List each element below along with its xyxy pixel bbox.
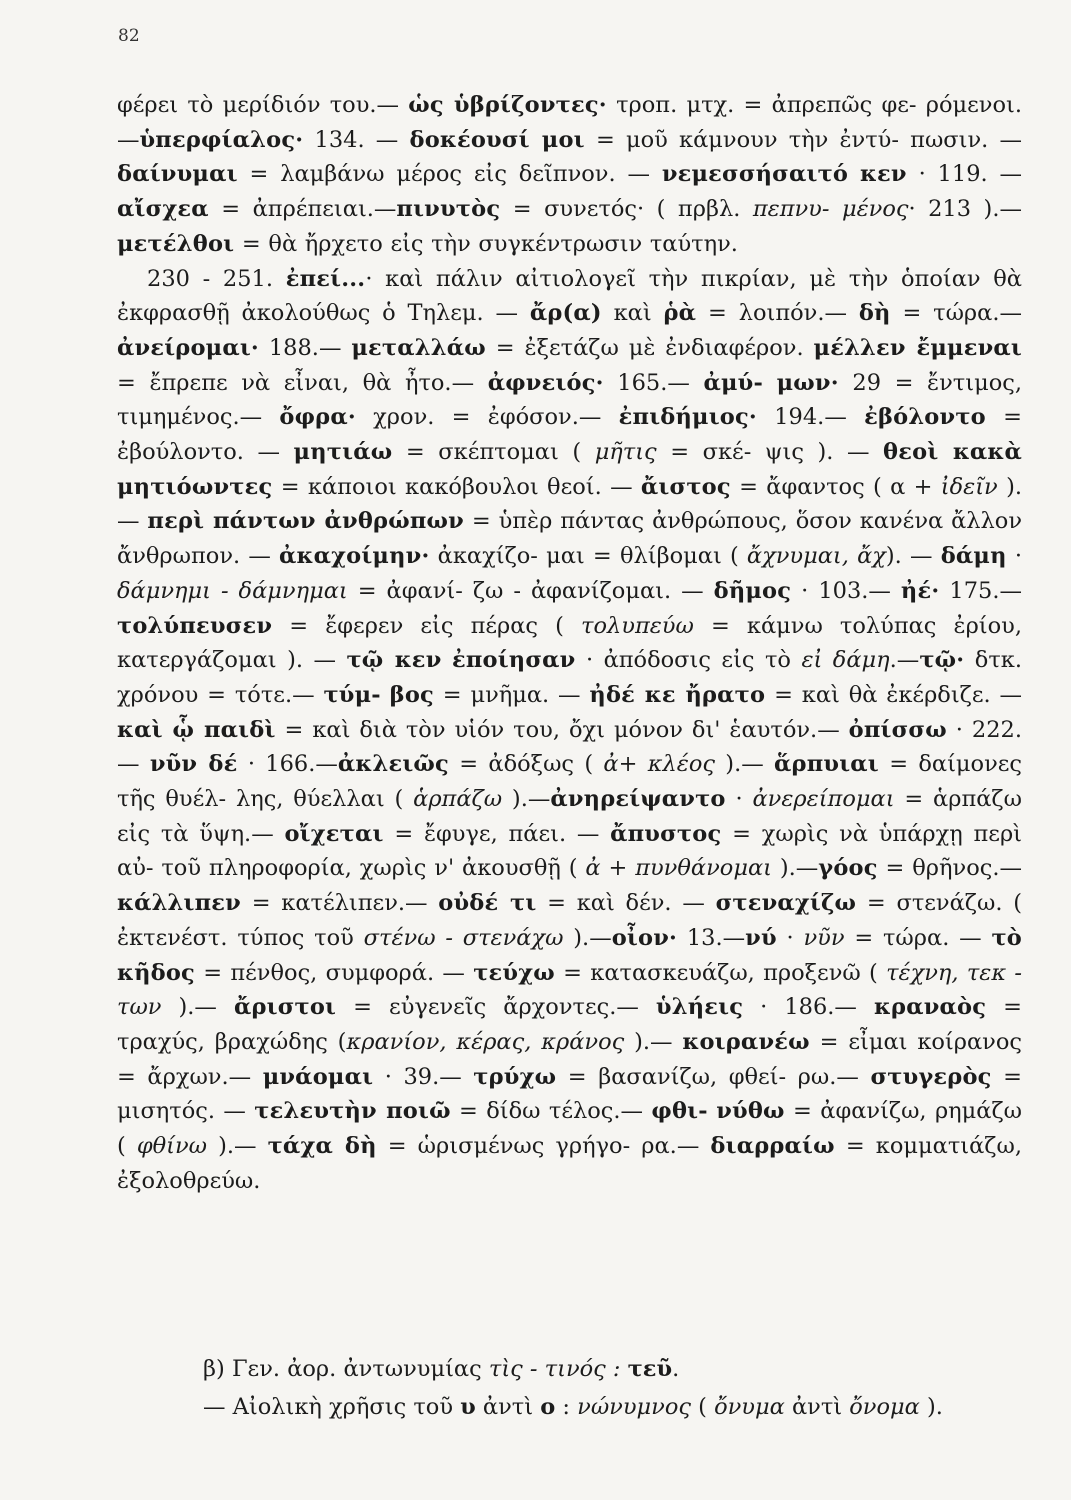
text-run: ).— bbox=[161, 994, 234, 1021]
headword: βος bbox=[389, 681, 434, 708]
text-run: 194.— bbox=[774, 404, 865, 431]
text-run: · ἀπόδοσις εἰς τὸ bbox=[575, 647, 802, 674]
italic-term: μένος bbox=[841, 196, 909, 223]
headword: οὐδέ τι bbox=[438, 890, 537, 917]
headword: κραναὸς bbox=[873, 994, 987, 1021]
text-run: 175.— bbox=[939, 577, 1022, 604]
headword: ἄπυστος bbox=[610, 820, 722, 847]
text-run: ἀκαχίζο- bbox=[429, 543, 538, 570]
text-run: ἀντὶ bbox=[475, 1394, 541, 1420]
headword: δοκέουσί μοι bbox=[409, 126, 585, 153]
headword: γόος bbox=[818, 855, 878, 882]
headword: δὴ bbox=[858, 300, 891, 327]
text-run: τοῦ πληροφορία, χωρὶς ν' ἀκουσθῇ ( bbox=[161, 855, 586, 882]
text-run: ( ἐκτενέστ. τύπος τοῦ bbox=[117, 890, 1023, 951]
text-run: δτκ. χρόνου = τότε.— bbox=[117, 647, 1022, 708]
text-run: χρον. = ἐφόσον.— bbox=[355, 404, 619, 431]
italic-term: ἁρπάζω bbox=[413, 786, 503, 813]
italic-term: πεπνυ- bbox=[752, 196, 830, 223]
headword: νεμεσσήσαιτό bbox=[661, 161, 849, 188]
text-run: β) Γεν. ἀορ. ἀντωνυμίας bbox=[203, 1356, 489, 1382]
headword: νῦν δέ bbox=[149, 751, 238, 778]
text-run: ἀνθρώπους, ὅσον κανένα ἄλλον ἄνθρωπον. — bbox=[117, 508, 1023, 570]
text-run: = βασανίζω, φθεί- bbox=[556, 1063, 787, 1090]
text-run: = καὶ θὰ ἐκέρδιζε. — bbox=[765, 681, 1023, 708]
italic-term: μῆτις bbox=[594, 439, 657, 466]
text-run: ).— bbox=[563, 924, 612, 951]
text-run: = ἄφαντος ( α + bbox=[739, 473, 941, 500]
text-run: = θὰ ἤρχετο εἰς τὴν συγκέντρωσιν ταύτην. bbox=[234, 230, 738, 257]
headword: στεναχίζω bbox=[715, 890, 857, 917]
text-run: = σκέ- bbox=[656, 439, 752, 466]
headword: φθι- bbox=[651, 1098, 708, 1125]
text-run: · 186.— bbox=[743, 994, 857, 1021]
text-run: = ἐβούλοντο. — bbox=[117, 404, 1022, 466]
text-run: = τραχύς, βραχώδης ( bbox=[117, 994, 1023, 1055]
headword: κοιρανέω bbox=[682, 1028, 810, 1055]
text-run: λης, θύελλαι ( bbox=[235, 786, 414, 813]
text-run: · 103.— bbox=[791, 577, 901, 604]
headword: νύ bbox=[745, 924, 777, 951]
text-run: = χωρὶς νὰ ὑπάρχῃ περὶ αὐ- bbox=[117, 820, 1023, 882]
headword: ἠδέ κε ἤρατο bbox=[589, 681, 766, 708]
text-run: μαι = θλίβομαι ( bbox=[546, 543, 747, 570]
text-run: = κατασκευάζω, προξενῶ bbox=[554, 959, 861, 986]
text-run: τροπ. μτχ. = ἀπρεπῶς φε- bbox=[606, 92, 917, 118]
headword: ὀπίσσω bbox=[848, 716, 947, 743]
text-run: = bbox=[809, 1028, 839, 1055]
headword: δῆμος bbox=[713, 577, 792, 604]
text-run: θὰ ἐκφρασθῇ ἀκολούθως ὁ Τηλεμ. — bbox=[117, 265, 1022, 327]
text-run: = ἔφερεν εἰς bbox=[272, 612, 454, 639]
headword: κάλλιπεν bbox=[117, 890, 241, 917]
headword: τὸ κῆδος bbox=[117, 924, 1022, 986]
headword: τεύχω bbox=[473, 959, 555, 986]
text-run: ( bbox=[869, 959, 887, 986]
text-run: = στενάζω. bbox=[856, 890, 1003, 917]
text-run: = κομματιάζω, ἐξολοθρεύω. bbox=[117, 1133, 1022, 1194]
text-run: = λοιπόν.— bbox=[696, 300, 859, 327]
text-run: 134. — bbox=[303, 126, 410, 153]
headword: ἠέ· bbox=[900, 577, 940, 604]
headword: ὑπερφίαλος· bbox=[139, 126, 304, 153]
text-run: · bbox=[725, 786, 753, 813]
commentary-text bbox=[117, 88, 1022, 1199]
text-run: ρα.— bbox=[641, 1133, 711, 1160]
headword: ἀμύ- bbox=[703, 369, 764, 396]
headword: τολύπευσεν bbox=[117, 612, 273, 639]
text-run: ρω.— bbox=[797, 1063, 871, 1090]
text-run: = λαμβάνω μέρος εἰς δεῖπνον. — bbox=[237, 161, 662, 188]
text-run: · καὶ πάλιν αἰτιολογεῖ τὴν πικρίαν, μὲ τὴν ὁποίαν bbox=[365, 265, 981, 292]
text-run: ).— bbox=[624, 1028, 683, 1055]
headword: τῷ· bbox=[919, 647, 965, 674]
text-run: · bbox=[1006, 543, 1022, 570]
headword: υ bbox=[460, 1394, 476, 1420]
footnote-beta bbox=[117, 1350, 1022, 1388]
commentary-paragraph-1 bbox=[117, 88, 1022, 262]
headword: δαίνυμαι bbox=[117, 161, 238, 188]
headword: ἐπεί... bbox=[285, 265, 366, 292]
headword: ἐβόλοντο bbox=[864, 404, 986, 431]
text-run: 230 - 251. bbox=[147, 265, 286, 292]
text-run: 188.— bbox=[258, 334, 352, 361]
headword: περὶ πάντων ἀνθρώπων bbox=[147, 508, 464, 535]
headword: τάχα δὴ bbox=[267, 1133, 377, 1160]
text-run: = ἀφανίζω, ρημάζω ( bbox=[117, 1098, 1023, 1160]
italic-term: νῦν bbox=[803, 924, 845, 951]
text-run: = θρῆνος.— bbox=[877, 855, 1022, 882]
text-run: = ἀπρέπειαι.— bbox=[208, 196, 397, 223]
footnote-aeolic bbox=[117, 1388, 1022, 1426]
headword: μεταλλάω bbox=[351, 334, 486, 361]
text-run: ). — bbox=[117, 473, 1022, 535]
text-run bbox=[621, 1356, 628, 1382]
text-run: = συνετός· ( πρβλ. bbox=[500, 196, 753, 223]
italic-term: ἀνερείπομαι bbox=[752, 786, 895, 813]
text-run: — Αἰολικὴ χρῆσις τοῦ bbox=[203, 1394, 461, 1420]
headword: τύμ- bbox=[323, 681, 381, 708]
text-run: = πένθος, συμφορά. — bbox=[194, 959, 474, 986]
headword: ἐπιδήμιος· bbox=[618, 404, 757, 431]
text-run: = ἔφυγε, πάει. — bbox=[383, 820, 611, 847]
headword: ο bbox=[540, 1394, 556, 1420]
text-run: · bbox=[237, 751, 255, 778]
italic-term: στένω - στενάχω bbox=[363, 924, 564, 951]
text-run: = κατέλιπεν.— bbox=[240, 890, 439, 917]
text-run: : bbox=[555, 1394, 578, 1420]
text-run: = μοῦ κάμνουν τὴν ἐντύ- bbox=[584, 126, 899, 153]
italic-term: ὄνομα bbox=[849, 1394, 920, 1420]
italic-term: ὄνυμα bbox=[714, 1394, 785, 1420]
text-run: ). bbox=[919, 1394, 943, 1420]
text-run: εἶμαι κοίρανος = ἄρχων.— bbox=[117, 1028, 1022, 1090]
headword: στυγερὸς bbox=[870, 1063, 992, 1090]
text-run: · 213 ).— bbox=[908, 196, 1022, 223]
text-run: = σκέπτομαι ( bbox=[392, 439, 595, 466]
headword: αἴσχεα bbox=[117, 196, 209, 223]
headword: ὄφρα· bbox=[279, 404, 356, 431]
text-run: ἀντὶ bbox=[784, 1394, 850, 1420]
text-run: · bbox=[776, 924, 804, 951]
text-run: 166.— bbox=[265, 751, 338, 778]
text-run: καὶ διὰ τὸν υἱόν του, ὄχι μόνον δι' ἑαυτόν.— bbox=[312, 716, 849, 743]
italic-term: φθίνω bbox=[136, 1133, 208, 1160]
text-run: = κάποιοι κακόβουλοι θεοί. — bbox=[272, 473, 641, 500]
text-run: = τώρα.— bbox=[902, 300, 1023, 327]
italic-term: ἀ + πυνθάνομαι bbox=[585, 855, 772, 882]
text-run: — bbox=[959, 924, 992, 951]
text-run: 29 = ἔντιμος, τιμημένος.— bbox=[117, 369, 1022, 431]
commentary-paragraph-2 bbox=[117, 262, 1022, 1199]
text-run: = ἔπρεπε νὰ εἶναι, θὰ ἦτο.— bbox=[117, 369, 488, 396]
text-run: 13.— bbox=[677, 924, 746, 951]
headword: οἶον· bbox=[611, 924, 678, 951]
text-run: . bbox=[672, 1356, 680, 1382]
text-run: · 119. — bbox=[906, 161, 1022, 188]
text-run: 165.— bbox=[603, 369, 704, 396]
headword: οἴχεται bbox=[284, 820, 384, 847]
text-run: ζω - ἀφανίζομαι. — bbox=[472, 577, 714, 604]
headword: ἀκλειῶς bbox=[337, 751, 449, 778]
text-run: ).— bbox=[771, 855, 819, 882]
italic-term: ἀ+ κλέος bbox=[603, 751, 715, 778]
text-run: ρόμενοι.— bbox=[117, 92, 1022, 153]
headword: ἅρπυιαι bbox=[774, 751, 879, 778]
text-run: πωσιν. — bbox=[910, 126, 1023, 153]
italic-term: τολυπεύω bbox=[581, 612, 694, 639]
text-run: = δαίμονες τῆς θυέλ- bbox=[117, 751, 1023, 813]
headword: ἀνηρείψαντο bbox=[550, 786, 726, 813]
headword: μων· bbox=[776, 369, 839, 396]
text-run: καὶ bbox=[601, 300, 664, 327]
headword: ἀκαχοίμην· bbox=[279, 543, 430, 570]
italic-term: τὶς - τινός : bbox=[488, 1356, 621, 1382]
headword: διαρραίω bbox=[710, 1133, 835, 1160]
headword: μετέλθοι bbox=[117, 230, 235, 257]
italic-term: ἰδεῖν bbox=[940, 473, 998, 500]
headword: ἀνείρομαι· bbox=[117, 334, 259, 361]
headword: θεοὶ κακὰ μητιόωντες bbox=[117, 439, 1022, 500]
text-run: = δίδω τέλος.— bbox=[450, 1098, 652, 1125]
headword: ἄιστος bbox=[640, 473, 731, 500]
headword: μητιάω bbox=[293, 439, 393, 466]
text-run: .— bbox=[889, 647, 920, 674]
headword: ἄριστοι bbox=[233, 994, 337, 1021]
italic-term: νώνυμνος bbox=[577, 1394, 691, 1420]
text-run: = εὐγενεῖς ἄρχοντες.— bbox=[336, 994, 656, 1021]
headword: δάμη bbox=[940, 543, 1007, 570]
headword: μνάομαι bbox=[262, 1063, 374, 1090]
headword: ῥὰ bbox=[663, 300, 697, 327]
headword: ὡς ὑβρίζοντες· bbox=[408, 92, 607, 118]
text-run: · 39.— bbox=[373, 1063, 474, 1090]
headword: κεν bbox=[859, 161, 907, 188]
text-run: = μνῆμα. — bbox=[433, 681, 590, 708]
headword: ἀφνειός· bbox=[487, 369, 604, 396]
headword: τελευτὴν ποιῶ bbox=[254, 1098, 451, 1125]
text-run: φέρει τὸ μερίδιόν του.— bbox=[117, 92, 409, 118]
headword: ἐποίησαν bbox=[451, 647, 576, 674]
text-run: = ἀδόξως ( bbox=[448, 751, 604, 778]
text-run: ).— bbox=[207, 1133, 268, 1160]
text-run: ψις ). — bbox=[764, 439, 884, 466]
text-run: ). — bbox=[885, 543, 941, 570]
headword: πινυτὸς bbox=[396, 196, 501, 223]
italic-term: ἄχνυμαι, ἄχ bbox=[746, 543, 886, 570]
text-run: = ἐξετάζω μὲ ἐνδιαφέρον. bbox=[485, 334, 804, 361]
headword: ὑλήεις bbox=[655, 994, 744, 1021]
headword: καὶ ᾧ παιδὶ bbox=[117, 716, 276, 743]
page-number: 82 bbox=[118, 26, 140, 46]
text-run: = μισητός. — bbox=[117, 1063, 1023, 1125]
headword: νύθω bbox=[716, 1098, 785, 1125]
text-run: ).— bbox=[502, 786, 551, 813]
text-run: = ὑπὲρ πάντας bbox=[463, 508, 645, 535]
text-run: ὕψη.— bbox=[199, 820, 285, 847]
text-run: ( bbox=[690, 1394, 715, 1420]
headword: ἄρ(α) bbox=[529, 300, 602, 327]
headword: μέλλεν ἔμμεναι bbox=[813, 334, 1023, 361]
text-run: πέρας ( bbox=[470, 612, 582, 639]
italic-term: δάμνημι - δάμνημαι bbox=[117, 577, 348, 604]
headword: τῷ κεν bbox=[346, 647, 442, 674]
text-run: = ἁρπάζω εἰς τὰ bbox=[117, 786, 1022, 847]
italic-term: εἰ δάμη bbox=[801, 647, 890, 674]
text-run: = καὶ δέν. — bbox=[536, 890, 716, 917]
footnotes bbox=[117, 1350, 1022, 1426]
text-run: = κάμνω τολύπας ἐρίου, κατεργάζομαι ). — bbox=[117, 612, 1023, 674]
text-run: = bbox=[275, 716, 304, 743]
italic-term: τέχνη, τεκ - των bbox=[117, 959, 1022, 1021]
text-run: = ἀφανί- bbox=[347, 577, 463, 604]
text-run: ).— bbox=[715, 751, 775, 778]
text-run: = τώρα. bbox=[844, 924, 950, 951]
italic-term: κρανίον, κέρας, κράνος bbox=[346, 1028, 625, 1055]
headword: τρύχω bbox=[473, 1063, 557, 1090]
text-run: · 222.— bbox=[117, 716, 1023, 778]
headword: τεῦ bbox=[627, 1356, 673, 1382]
text-run: = ὡρισμένως γρήγο- bbox=[376, 1133, 631, 1160]
